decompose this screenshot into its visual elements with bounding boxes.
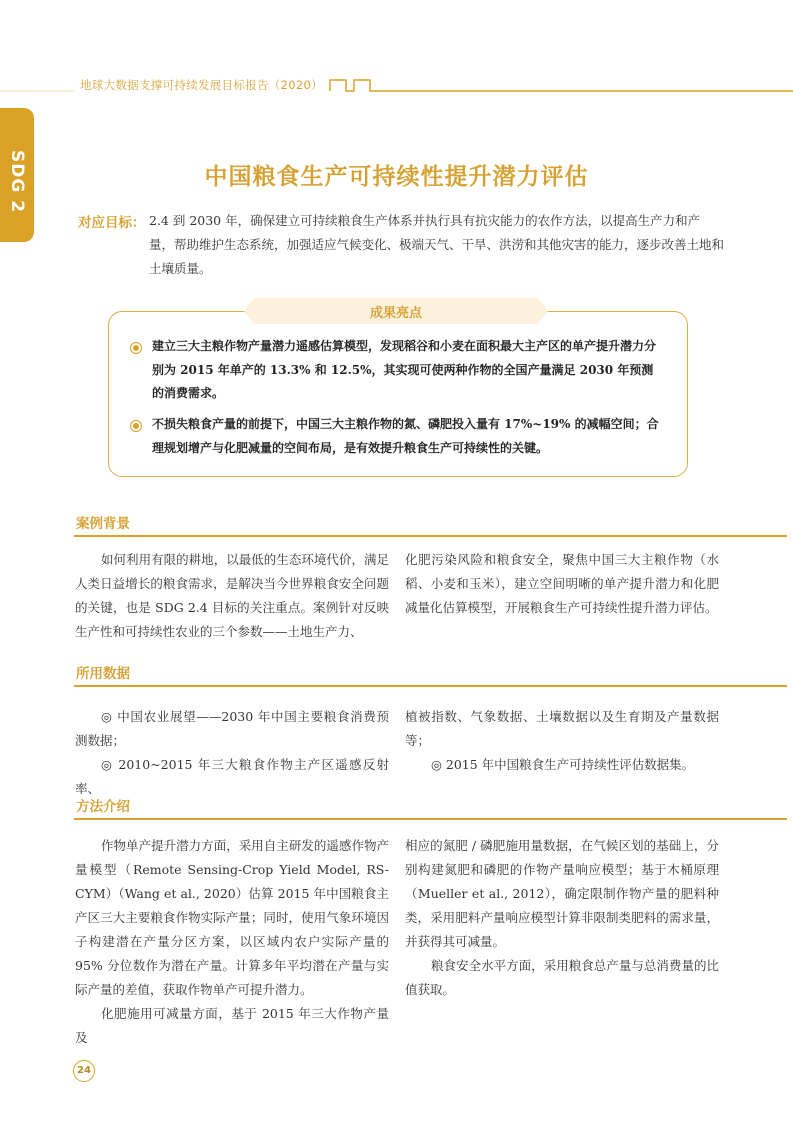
data-item: ◎ 2010~2015 年三大粮食作物主产区遥感反射率、 [75,757,389,796]
target-text: 2.4 到 2030 年，确保建立可持续粮食生产体系并执行具有抗灾能力的农作方法，以提高生产力和产量，帮助维护生态系统，加强适应气候变化、极端天气、干旱、洪涝和其他灾害的能力，逐步改善土地和土壤质量。 [149,213,725,276]
data-item: 植被指数、气象数据、土壤数据以及生育期及产量数据等； [405,709,719,748]
methods-right-column [405,834,719,1002]
section-header-background [74,511,787,537]
section-heading: 案例背景 [76,516,130,532]
section-heading: 所用数据 [76,666,130,682]
running-header [0,68,793,96]
background-right-column [405,548,719,620]
bullet-icon [131,343,141,353]
paragraph: 作物单产提升潜力方面，采用自主研发的遥感作物产量模型（Remote Sensing-Crop Yield Model, RS-CYM）（Wang et al., 2020）估算 2015 年中国粮食主产区三大主要粮食作物实际产量；同时，使用气象环境因子构建潜在产量分区方案，以区域内农户实际产量的 95% 分位数作为潜在产量。计算多年平均潜在产量与实际产量的差值，获取作物单产可提升潜力。 [75,838,389,997]
paragraph: 粮食安全水平方面，采用粮食总产量与总消费量的比值获取。 [405,958,719,997]
paragraph: 如何利用有限的耕地，以最低的生态环境代价，满足人类日益增长的粮食需求，是解决当今世界粮食安全问题的关键，也是 SDG 2.4 目标的关注重点。案例针对反映生产性和可持续性农业的三个参数——土地生产力、 [75,552,389,639]
data-left-column [75,705,389,801]
page-number: 24 [73,1060,95,1082]
page-title: 中国粮食生产可持续性提升潜力评估 [204,164,589,190]
data-right-column [405,705,719,777]
background-left-column [75,548,389,644]
highlight-item: 不损失粮食产量的前提下，中国三大主粮作物的氮、磷肥投入量有 17%~19% 的减幅空间；合理规划增产与化肥减量的空间布局，是有效提升粮食生产可持续性的关键。 [152,417,659,455]
paragraph: 相应的氮肥 / 磷肥施用量数据，在气候区划的基础上，分别构建氮肥和磷肥的作物产量响应模型；基于木桶原理（Mueller et al., 2012），确定限制作物产量的肥料种类，采用肥料产量响应模型计算非限制类肥料的需求量，并获得其可减量。 [405,838,719,949]
highlights-label: 成果亮点 [369,306,422,321]
sdg-tab-label: SDG 2 [7,150,27,214]
section-header-methods [74,794,787,820]
target-label: 对应目标： [78,215,146,231]
data-item: ◎ 2015 年中国粮食生产可持续性评估数据集。 [431,757,695,772]
highlight-item: 建立三大主粮作物产量潜力遥感估算模型，发现稻谷和小麦在面积最大主产区的单产提升潜力分别为 2015 年单产的 13.3% 和 12.5%，其实现可使两种作物的全国产量满足 2030 年预测的消费需求。 [152,339,657,400]
section-divider [74,818,787,820]
paragraph: 化肥施用可减量方面，基于 2015 年三大作物产量及 [75,1006,389,1045]
section-heading: 方法介绍 [76,799,130,815]
bullet-icon [131,421,141,431]
data-item: ◎ 中国农业展望——2030 年中国主要粮食消费预测数据； [75,709,389,748]
section-divider [74,685,787,687]
header-title: 地球大数据支撑可持续发展目标报告（2020） [80,78,323,92]
section-header-data [74,661,787,687]
section-divider [74,535,787,537]
methods-left-column [75,834,389,1050]
paragraph: 化肥污染风险和粮食安全，聚焦中国三大主粮作物（水稻、小麦和玉米），建立空间明晰的单产提升潜力和化肥减量化估算模型，开展粮食生产可持续性提升潜力评估。 [405,552,719,615]
